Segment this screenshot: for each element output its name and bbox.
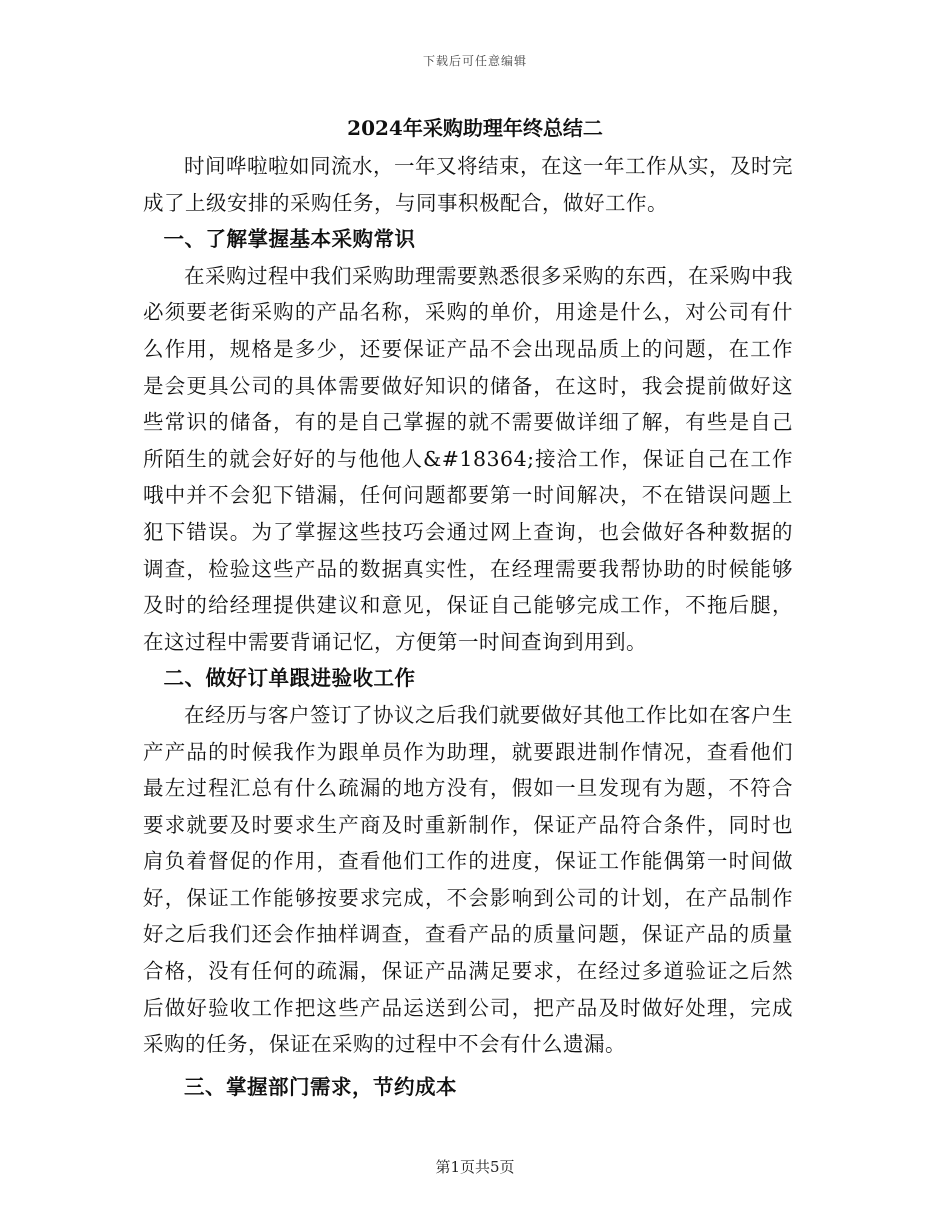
page-header: 下载后可任意编辑 [422, 54, 527, 68]
section-heading-2: 二、做好订单跟进验收工作 [163, 666, 416, 691]
document-title: 2024年采购助理年终总结二 [347, 116, 603, 140]
section-heading-1: 一、了解掌握基本采购常识 [163, 227, 416, 252]
section-heading-3: 三、掌握部门需求，节约成本 [184, 1074, 457, 1099]
intro-paragraph: 时间哗啦啦如同流水，一年又将结束，在这一年工作从实，及时完成了上级安排的采购任务，与同事积极配合，做好工作。 [143, 154, 793, 215]
section-2-paragraph: 在经历与客户签订了协议之后我们就要做好其他工作比如在客户生产产品的时候我作为跟单员作为助理，就要跟进制作情况，查看他们最左过程汇总有什么疏漏的地方没有，假如一旦发现有为题，不符合要求就要及时要求生产商及时重新制作，保证产品符合条件，同时也肩负着督促的作用，查看他们工作的进度，保证工作能偶第一时间做好，保证工作能够按要求完成，不会影响到公司的计划，在产品制作好之后我们还会作抽样调查，查看产品的质量问题，保证产品的质量合格，没有任何的疏漏，保证产品满足要求，在经过多道验证之后然后做好验收工作把这些产品运送到公司，把产品及时做好处理，完成采购的任务，保证在采购的过程中不会有什么遗漏。 [143, 702, 793, 1057]
document-body [143, 148, 793, 1105]
page-footer: 第1页共5页 [435, 1158, 515, 1176]
section-1-paragraph: 在采购过程中我们采购助理需要熟悉很多采购的东西，在采购中我必须要老街采购的产品名称，采购的单价，用途是什么，对公司有什么作用，规格是多少，还要保证产品不会出现品质上的问题，在工作是会更具公司的具体需要做好知识的储备，在这时，我会提前做好这些常识的储备，有的是自己掌握的就不需要做详细了解，有些是自己所陌生的就会好好的与他他人&#18364;接洽工作，保证自己在工作哦中并不会犯下错漏，任何问题都要第一时间解决，不在错误问题上犯下错误。为了掌握这些技巧会通过网上查询，也会做好各种数据的调查，检验这些产品的数据真实性，在经理需要我帮协助的时候能够及时的给经理提供建议和意见，保证自己能够完成工作，不拖后腿，在这过程中需要背诵记忆，方便第一时间查询到用到。 [143, 263, 793, 654]
